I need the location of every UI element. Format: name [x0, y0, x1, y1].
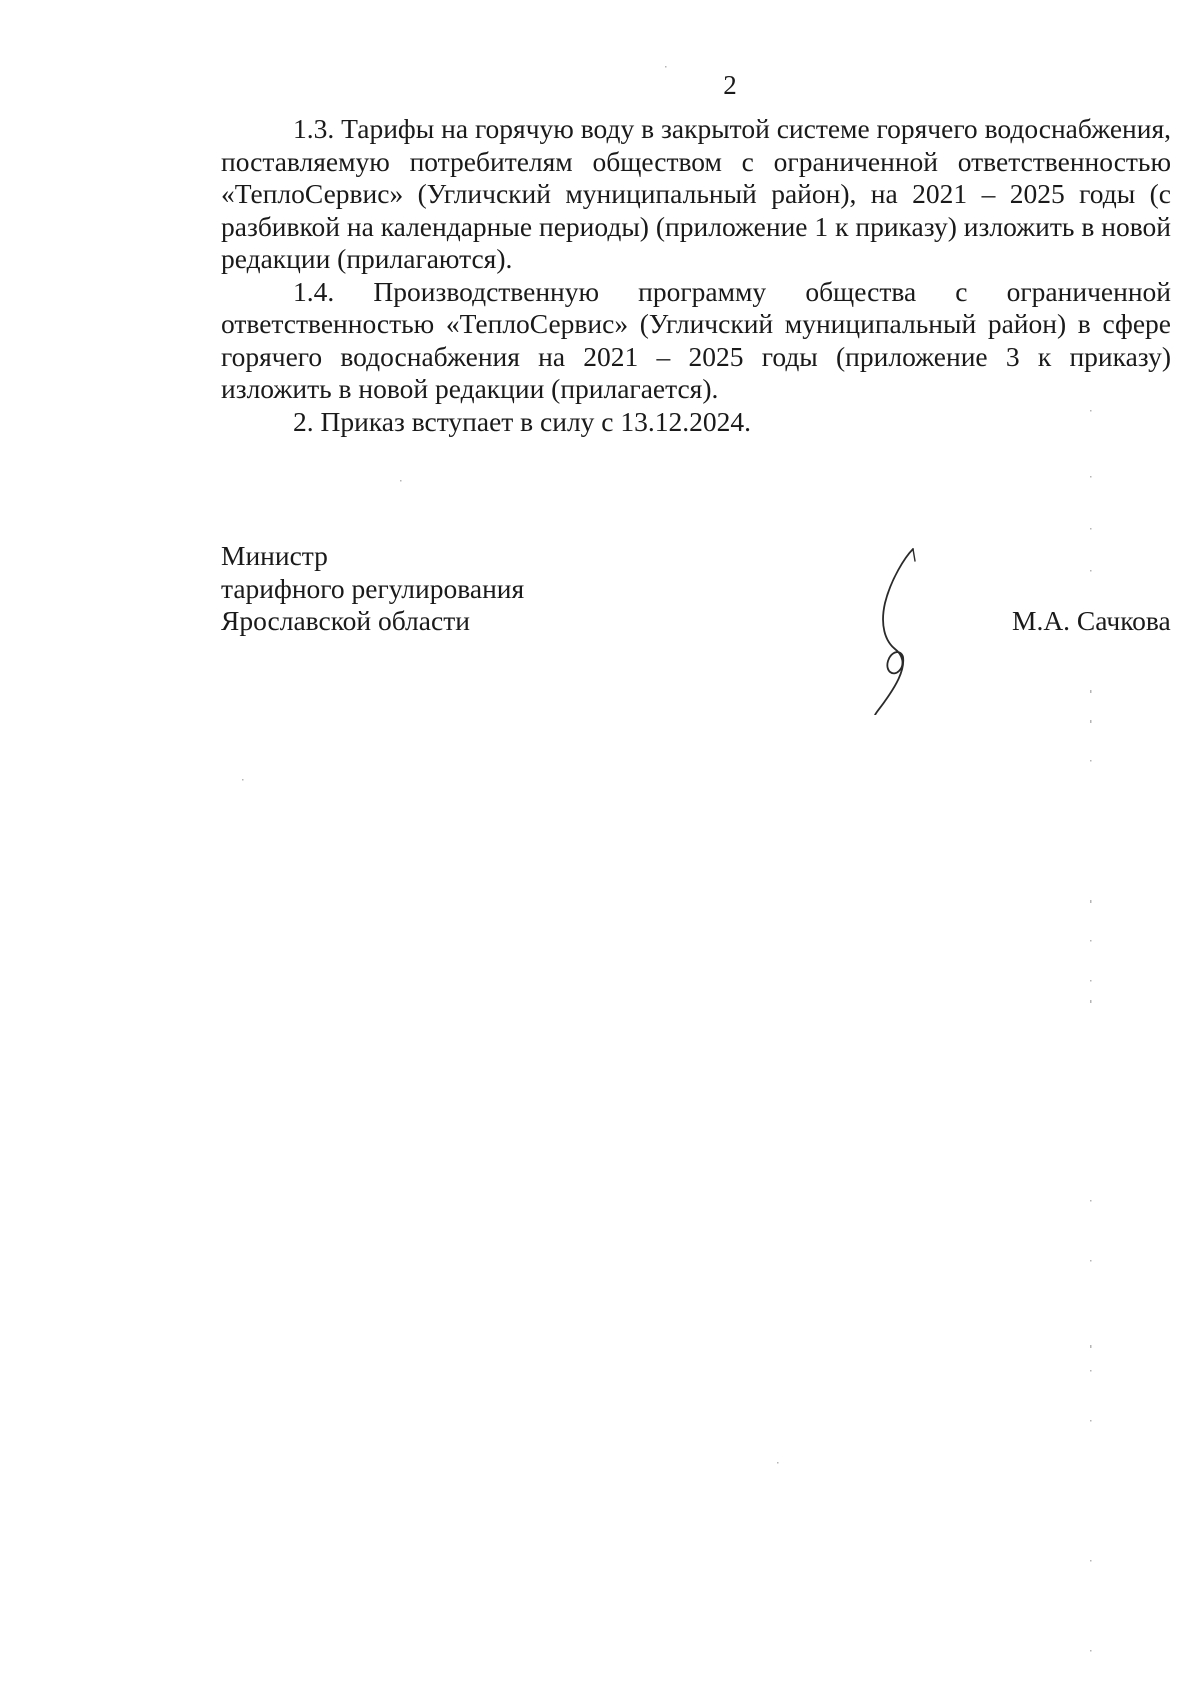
- paragraph-1-4: 1.4. Производственную программу общества с ограниченной ответственностью «ТеплоСервис» (Угличский муниципальный район) в сфере горячего водоснабжения на 2021 – 2025 годы (приложение 3 к приказу) изложить в новой редакции (прилагается).: [221, 275, 1171, 404]
- page-number: 2: [723, 70, 737, 100]
- handwritten-signature: [855, 545, 935, 715]
- paragraph-1-3: 1.3. Тарифы на горячую воду в закрытой системе горячего водоснабжения, поставляемую потребителям обществом с ограниченной ответственностью «ТеплоСервис» (Угличский муниципальный район), на 2021 – 2025 годы (с разбивкой на календарные периоды) (приложение 1 к приказу) изложить в новой редакции (прилагаются).: [221, 113, 1171, 274]
- signature-block: [221, 540, 524, 638]
- document-body: [221, 113, 1171, 438]
- paragraph-2: 2. Приказ вступает в силу с 13.12.2024.: [293, 405, 752, 437]
- signer-position-line-3: Ярославской области: [221, 605, 470, 636]
- signer-position-line-1: Министр: [221, 540, 328, 571]
- signer-position-line-2: тарифного регулирования: [221, 572, 525, 604]
- signer-name: М.А. Сачкова: [1012, 605, 1171, 636]
